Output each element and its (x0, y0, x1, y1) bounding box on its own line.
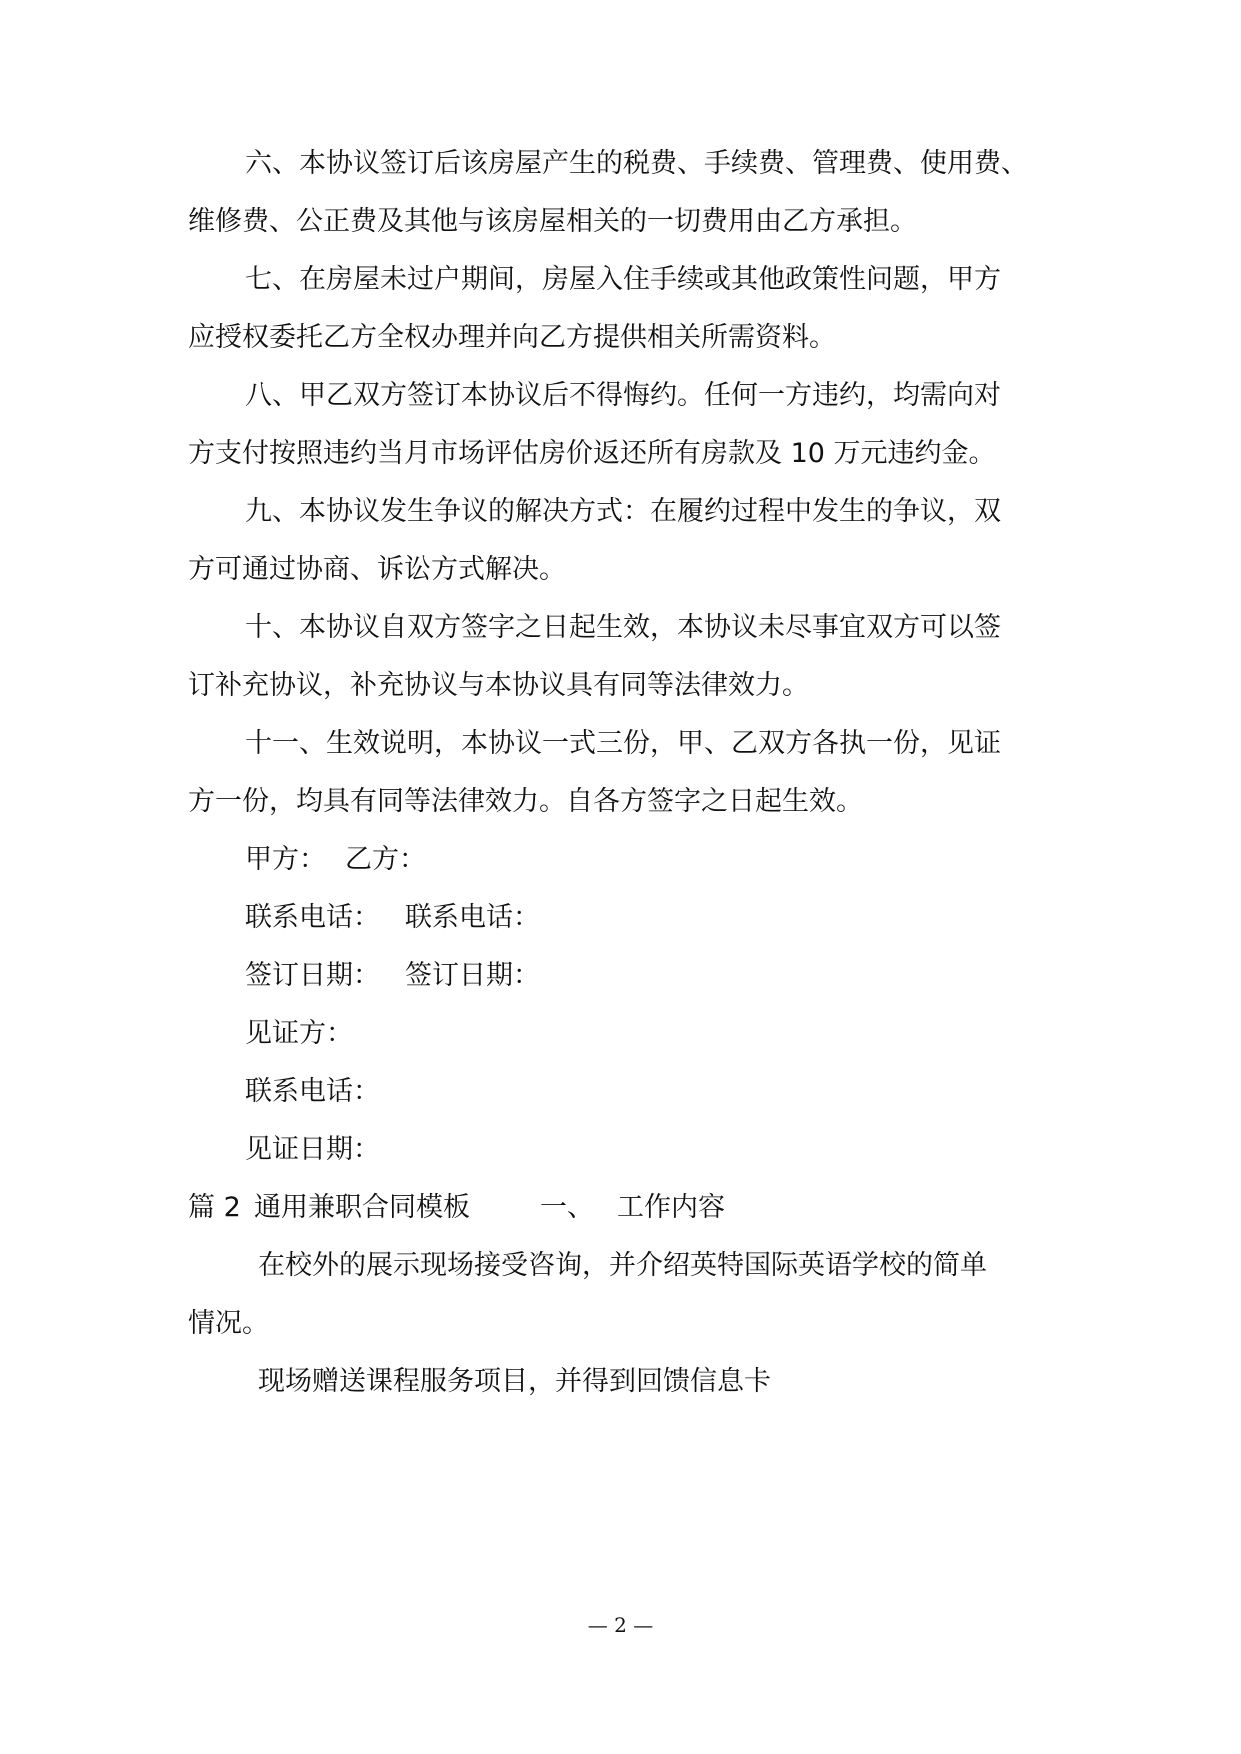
clause-6-line-1: 六、本协议签订后该房屋产生的税费、手续费、管理费、使用费、 (245, 148, 1028, 179)
phone-row (245, 900, 645, 936)
party-b-date-label: 签订日期： (405, 960, 540, 991)
witness-label: 见证方： (245, 1018, 353, 1049)
clause-8-line-2: 方支付按照违约当月市场评估房价返还所有房款及 10 万元违约金。 (188, 438, 996, 469)
section-2-label: 篇 2 (188, 1192, 241, 1223)
section-2-para-1-line-1: 在校外的展示现场接受咨询，并介绍英特国际英语学校的简单 (258, 1250, 987, 1281)
clause-8-line-1: 八、甲乙双方签订本协议后不得悔约。任何一方违约，均需向对 (245, 380, 1001, 411)
section-2-title: 通用兼职合同模板 (254, 1192, 470, 1223)
page-number: — 2 — (587, 1613, 654, 1637)
clause-11-line-1: 十一、生效说明，本协议一式三份，甲、乙双方各执一份，见证 (245, 728, 1001, 759)
section-2-heading (188, 1190, 788, 1226)
clause-9-line-2: 方可通过协商、诉讼方式解决。 (188, 554, 566, 585)
clause-11-line-2: 方一份，均具有同等法律效力。自各方签字之日起生效。 (188, 786, 863, 817)
party-b-phone-label: 联系电话： (405, 902, 540, 933)
party-row (245, 842, 645, 878)
section-2-para-2: 现场赠送课程服务项目，并得到回馈信息卡 (258, 1366, 771, 1397)
witness-date-label: 见证日期： (245, 1134, 380, 1165)
witness-phone-label: 联系电话： (245, 1076, 380, 1107)
clause-10-line-2: 订补充协议，补充协议与本协议具有同等法律效力。 (188, 670, 809, 701)
section-2-item-number: 一、 (540, 1192, 594, 1223)
clause-10-line-1: 十、本协议自双方签字之日起生效，本协议未尽事宜双方可以签 (245, 612, 1001, 643)
clause-7-line-2: 应授权委托乙方全权办理并向乙方提供相关所需资料。 (188, 322, 836, 353)
clause-6-line-2: 维修费、公正费及其他与该房屋相关的一切费用由乙方承担。 (188, 206, 917, 237)
section-2-item-title: 工作内容 (617, 1192, 725, 1223)
party-a-phone-label: 联系电话： (245, 902, 380, 933)
party-b-label: 乙方： (345, 844, 426, 875)
section-2-para-1-line-2: 情况。 (188, 1308, 269, 1339)
clause-7-line-1: 七、在房屋未过户期间，房屋入住手续或其他政策性问题，甲方 (245, 264, 1001, 295)
party-a-date-label: 签订日期： (245, 960, 380, 991)
clause-9-line-1: 九、本协议发生争议的解决方式：在履约过程中发生的争议，双 (245, 496, 1001, 527)
party-a-label: 甲方： (245, 844, 326, 875)
sign-date-row (245, 958, 645, 994)
